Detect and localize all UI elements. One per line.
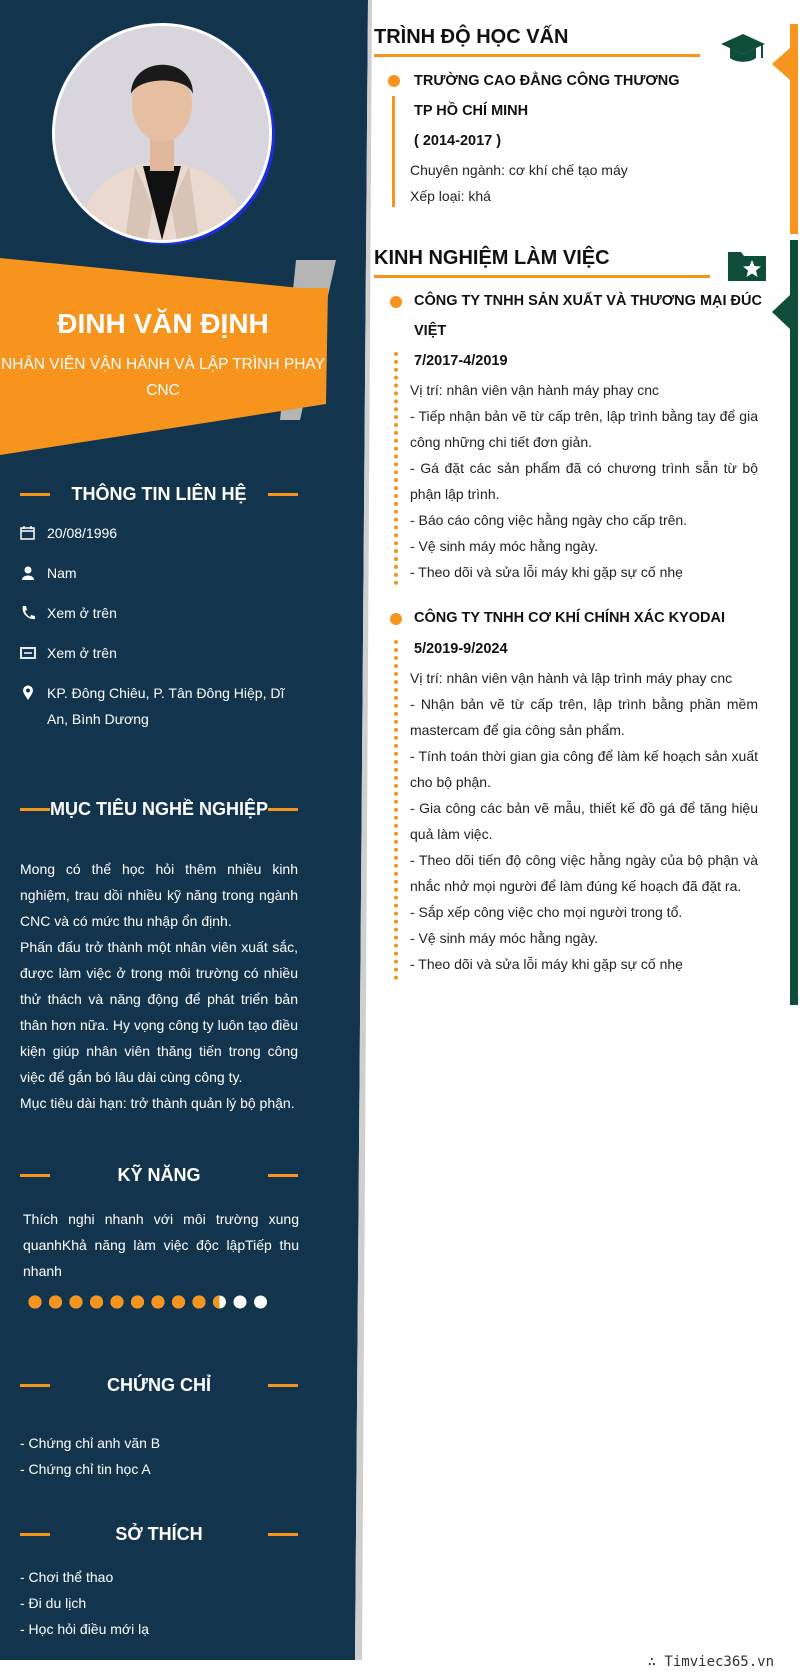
job1-bullet bbox=[390, 296, 402, 308]
list-item: - Chứng chỉ anh văn B bbox=[20, 1435, 161, 1451]
experience-underline bbox=[374, 275, 710, 278]
objective-section-title: MỤC TIÊU NGHỀ NGHIỆP bbox=[20, 794, 298, 824]
skill-dot bbox=[111, 1296, 124, 1309]
job1-period: 7/2017-4/2019 bbox=[414, 353, 508, 369]
graduation-cap-icon bbox=[720, 32, 766, 66]
education-underline bbox=[374, 54, 700, 57]
candidate-name: ĐINH VĂN ĐỊNH bbox=[57, 308, 269, 339]
footer-brand: ∴ Timviec365.vn bbox=[647, 1654, 774, 1670]
experience-section-title: KINH NGHIỆM LÀM VIỆC bbox=[374, 247, 610, 269]
list-item: - Đi du lịch bbox=[20, 1595, 87, 1611]
job1-company-line1: CÔNG TY TNHH SẢN XUẤT VÀ THƯƠNG MẠI ĐÚC bbox=[414, 293, 762, 309]
job1-description: Vị trí: nhân viên vận hành máy phay cnc - Tiếp nhận bản vẽ từ cấp trên, lập trình bằng tay để gia công những chi tiết đơn giản. - Gá đặt các sản phẩm đã có chương trình sẵn từ bộ phận lập trình. - Báo cáo công việc hằng ngày cho cấp trên. - Vệ sinh máy móc hằng ngày. - Theo dõi và sửa lỗi máy khi gặp sự cố nhẹ bbox=[410, 382, 758, 580]
folder-star-icon bbox=[727, 248, 767, 282]
job1-timeline bbox=[394, 352, 402, 585]
skill-dot bbox=[172, 1296, 185, 1309]
contact-birthday: 20/08/1996 bbox=[20, 520, 300, 546]
contact-address: KP. Đông Chiêu, P. Tân Đông Hiệp, Dĩ An, Bình Dương bbox=[20, 680, 300, 732]
skill-dot bbox=[254, 1296, 267, 1309]
skill-dot bbox=[70, 1296, 83, 1309]
job2-bullet bbox=[390, 613, 402, 625]
skill-dot bbox=[152, 1296, 165, 1309]
job2-period: 5/2019-9/2024 bbox=[414, 641, 508, 657]
school-name-line2: TP HỒ CHÍ MINH bbox=[414, 103, 529, 119]
certificates-list bbox=[20, 1430, 160, 1482]
education-bullet bbox=[388, 75, 400, 87]
skill-rating-dots bbox=[28, 1293, 278, 1311]
skill-dot bbox=[131, 1296, 144, 1309]
job2-company: CÔNG TY TNHH CƠ KHÍ CHÍNH XÁC KYODAI bbox=[414, 610, 725, 626]
school-name-line1: TRƯỜNG CAO ĐẲNG CÔNG THƯƠNG bbox=[414, 73, 680, 89]
person-icon bbox=[20, 565, 36, 581]
skill-dot bbox=[90, 1296, 103, 1309]
contact-phone: Xem ở trên bbox=[20, 600, 300, 626]
list-item: - Học hỏi điều mới lạ bbox=[20, 1621, 150, 1637]
skills-text: Thích nghi nhanh với môi trường xung quanhKhả năng làm việc độc lậpTiếp thu nhanh bbox=[23, 1211, 299, 1279]
certificates-section-title: CHỨNG CHỈ bbox=[20, 1370, 298, 1400]
email-icon bbox=[20, 645, 36, 661]
job2-timeline bbox=[394, 640, 402, 980]
job-title: NHÂN VIÊN VẬN HÀNH VÀ LẬP TRÌNH PHAY CNC bbox=[1, 356, 325, 399]
skill-dot bbox=[213, 1296, 226, 1309]
education-timeline bbox=[392, 96, 395, 207]
skill-dot bbox=[193, 1296, 206, 1309]
skills-section-title: KỸ NĂNG bbox=[20, 1160, 298, 1190]
hobbies-list bbox=[20, 1564, 149, 1642]
location-icon bbox=[20, 685, 36, 701]
education-section-title: TRÌNH ĐỘ HỌC VẤN bbox=[374, 26, 569, 48]
phone-icon bbox=[20, 605, 36, 621]
skill-dot bbox=[234, 1296, 247, 1309]
portrait-illustration bbox=[55, 26, 269, 240]
education-major: Chuyên ngành: cơ khí chế tạo máy bbox=[410, 162, 628, 178]
job2-description: Vị trí: nhân viên vận hành và lập trình máy phay cnc - Nhận bản vẽ từ cấp trên, lập trình bằng phần mềm mastercam để gia công sản phẩm. - Tính toán thời gian gia công để làm kế hoạch sản xuất cho bộ phận. - Gia công các bản vẽ mẫu, thiết kế đồ gá để tăng hiệu quả làm việc. - Theo dõi tiến độ công việc hằng ngày của bộ phận và nhắc nhở mọi người để làm đúng kế hoạch đã đặt ra. - Sắp xếp công việc cho mọi người trong tổ. - Vệ sinh máy móc hằng ngày. - Theo dõi và sửa lỗi máy khi gặp sự cố nhẹ bbox=[410, 670, 758, 972]
contact-section-title: THÔNG TIN LIÊN HỆ bbox=[20, 479, 298, 509]
calendar-icon bbox=[20, 525, 36, 541]
contact-email: Xem ở trên bbox=[20, 640, 300, 666]
contact-gender: Nam bbox=[20, 560, 300, 586]
avatar bbox=[52, 23, 272, 243]
job1-company-line2: VIỆT bbox=[414, 323, 447, 339]
list-item: - Chơi thể thao bbox=[20, 1569, 114, 1585]
list-item: - Chứng chỉ tin học A bbox=[20, 1461, 151, 1477]
hobbies-section-title: SỞ THÍCH bbox=[20, 1519, 298, 1549]
skill-dot bbox=[29, 1296, 42, 1309]
objective-text: Mong có thể học hỏi thêm nhiều kinh nghiệm, trau dồi nhiều kỹ năng trong ngành CNC và có mức thu nhập ổn định. Phấn đấu trở thành một nhân viên xuất sắc, được làm việc ở trong môi trường có nhiều thử thách và năng động để phát triển bản thân hơn nữa. Hy vọng công ty luôn tạo điều kiện giúp nhân viên thăng tiến trong công việc để gắn bó lâu dài cùng công ty. Mục tiêu dài hạn: trở thành quản lý bộ phận. bbox=[20, 861, 298, 1111]
skill-dot bbox=[49, 1296, 62, 1309]
education-period: ( 2014-2017 ) bbox=[414, 133, 502, 149]
education-rank: Xếp loại: khá bbox=[410, 188, 491, 204]
